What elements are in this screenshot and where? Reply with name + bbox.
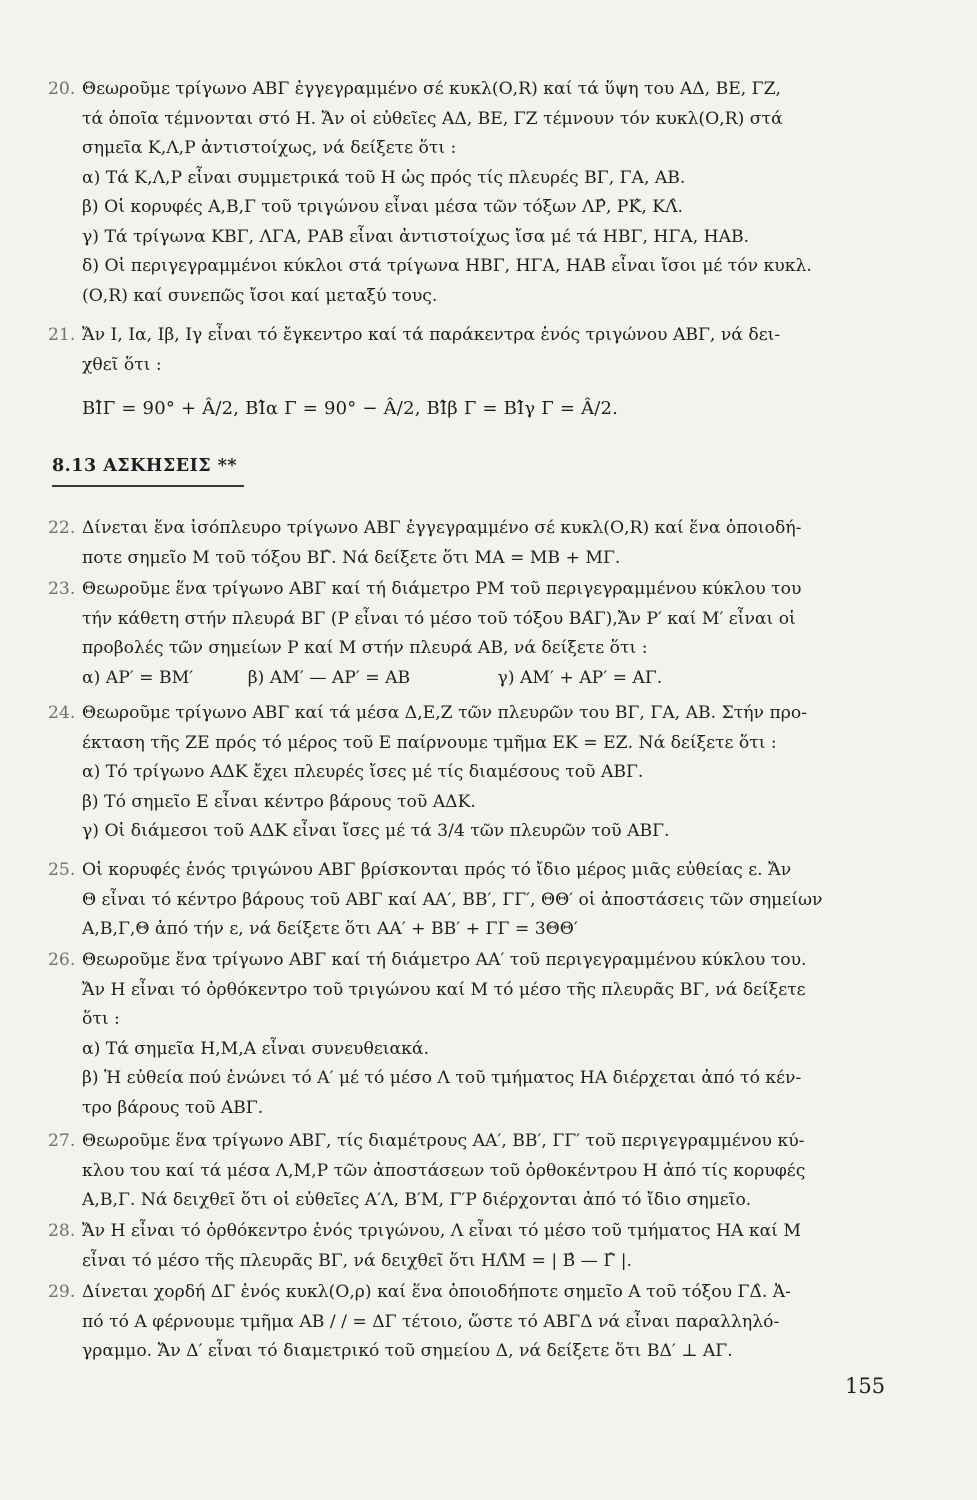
problem-line: προβολές τῶν σημείων Ρ καί Μ στήν πλευρά ΑΒ, νά δείξετε ὅτι : [82, 638, 648, 658]
problem-line: τήν κάθετη στήν πλευρά ΒΓ (Ρ εἶναι τό μέσο τοῦ τόξου ΒΑ̂Γ),Ἄν Ρ′ καί Μ′ εἶναι οἱ [82, 608, 796, 629]
problem-line: δ) Οἱ περιγεγραμμένοι κύκλοι στά τρίγωνα ΗΒΓ, ΗΓΑ, ΗΑΒ εἶναι ἴσοι μέ τόν κυκλ. [82, 256, 812, 276]
problem-number: 26. [48, 950, 76, 970]
problem-number: 20. [48, 79, 76, 99]
problem-line: Θ εἶναι τό κέντρο βάρους τοῦ ΑΒΓ καί ΑΑ′, ΒΒ′, ΓΓ′, ΘΘ′ οἱ ἀποστάσεις τῶν σημείων [82, 889, 823, 910]
problem-line: πό τό Α φέρνουμε τμῆμα ΑΒ / / = ΔΓ τέτοιο, ὥστε τό ΑΒΓΔ νά εἶναι παραλληλό- [82, 1311, 780, 1332]
problem-line: γ) Τά τρίγωνα ΚΒΓ, ΛΓΑ, ΡΑΒ εἶναι ἀντιστοίχως ἴσα μέ τά ΗΒΓ, ΗΓΑ, ΗΑΒ. [82, 226, 750, 247]
problem-line: (Ο,R) καί συνεπῶς ἴσοι καί μεταξύ τους. [82, 285, 438, 306]
problem-line: γ) Οἱ διάμεσοι τοῦ ΑΔΚ εἶναι ἴσες μέ τά 3/4 τῶν πλευρῶν τοῦ ΑΒΓ. [82, 821, 670, 841]
problem-line: Ἄν Η εἶναι τό ὀρθόκεντρο τοῦ τριγώνου καί Μ τό μέσο τῆς πλευρᾶς ΒΓ, νά δείξετε [82, 979, 806, 1000]
problem-number: 25. [48, 860, 76, 880]
problem-line: ὅτι : [82, 1009, 120, 1029]
problem-line: Θεωροῦμε ἕνα τρίγωνο ΑΒΓ καί τή διάμετρο ΑΑ′ τοῦ περιγεγραμμένου κύκλου του. [82, 950, 807, 970]
problem-line: Θεωροῦμε τρίγωνο ΑΒΓ καί τά μέσα Δ,Ε,Ζ τῶν πλευρῶν του ΒΓ, ΓΑ, ΑΒ. Στήν προ- [82, 703, 807, 723]
problem-23 [48, 575, 883, 693]
angle-formula: ΒΙ̂Γ = 90° + Â/2, ΒΙ̂α Γ = 90° − Â/2, ΒΙ̂β Γ = ΒΙ̂γ Γ = Â/2. [82, 398, 619, 419]
problem-24 [48, 699, 883, 847]
problem-line: α) ΑΡ′ = ΒΜ′ β) ΑΜ′ — ΑΡ′ = ΑΒ γ) ΑΜ′ + ΑΡ′ = ΑΓ. [82, 667, 663, 688]
problem-line: α) Τά Κ,Λ,Ρ εἶναι συμμετρικά τοῦ Η ὡς πρός τίς πλευρές ΒΓ, ΓΑ, ΑΒ. [82, 167, 686, 188]
problem-line: Οἱ κορυφές ἑνός τριγώνου ΑΒΓ βρίσκονται πρός τό ἴδιο μέρος μιᾶς εὐθείας ε. Ἄν [82, 860, 792, 880]
problem-line: τά ὁποῖα τέμνονται στό Η. Ἄν οἱ εὐθεῖες ΑΔ, ΒΕ, ΓΖ τέμνουν τόν κυκλ(Ο,R) στά [82, 108, 783, 129]
page-number: 155 [845, 1374, 886, 1398]
problem-line: β) Ἡ εὐθεία πού ἑνώνει τό Α′ μέ τό μέσο Λ τοῦ τμήματος ΗΑ διέρχεται ἀπό τό κέν- [82, 1068, 802, 1088]
problem-line: Θεωροῦμε τρίγωνο ΑΒΓ ἐγγεγραμμένο σέ κυκλ(Ο,R) καί τά ὕψη του ΑΔ, ΒΕ, ΓΖ, [82, 79, 782, 99]
problem-29 [48, 1278, 883, 1367]
problem-line: εἶναι τό μέσο τῆς πλευρᾶς ΒΓ, νά δειχθεῖ ὅτι ΗΛ̂Μ = | Β̂ — Γ̂ |. [82, 1250, 632, 1271]
problem-line: Ἄν Ι, Ια, Ιβ, Ιγ εἶναι τό ἔγκεντρο καί τά παράκεντρα ἑνός τριγώνου ΑΒΓ, νά δει- [82, 325, 781, 345]
problem-22 [48, 514, 883, 573]
problem-number: 27. [48, 1131, 76, 1151]
problem-line: έκταση τῆς ΖΕ πρός τό μέρος τοῦ Ε παίρνουμε τμῆμα ΕΚ = ΕΖ. Νά δείξετε ὅτι : [82, 732, 777, 753]
problem-line: Θεωροῦμε ἕνα τρίγωνο ΑΒΓ καί τή διάμετρο ΡΜ τοῦ περιγεγραμμένου κύκλου του [82, 579, 802, 599]
problem-line: Δίνεται ἕνα ἰσόπλευρο τρίγωνο ΑΒΓ ἐγγεγραμμένο σέ κυκλ(Ο,R) καί ἕνα ὁποιοδή- [82, 518, 802, 538]
problem-line: χθεῖ ὅτι : [82, 354, 162, 375]
heading-underline [52, 485, 244, 487]
problem-25 [48, 856, 883, 945]
problem-line: κλου του καί τά μέσα Λ,Μ,Ρ τῶν ἀποστάσεων τοῦ ὀρθοκέντρου Η ἀπό τίς κορυφές [82, 1160, 806, 1181]
problem-line: γραμμο. Ἄν Δ′ εἶναι τό διαμετρικό τοῦ σημείου Δ, νά δείξετε ὅτι ΒΔ′ ⊥ ΑΓ. [82, 1341, 733, 1361]
problem-28 [48, 1217, 883, 1276]
problem-line: Α,Β,Γ,Θ ἀπό τήν ε, νά δείξετε ὅτι ΑΑ′ + ΒΒ′ + ΓΓ = 3ΘΘ′ [82, 919, 578, 939]
problem-line: Δίνεται χορδή ΔΓ ἑνός κυκλ(Ο,ρ) καί ἕνα ὁποιοδήποτε σημεῖο Α τοῦ τόξου ΓΔ̂. Ἀ- [82, 1282, 791, 1302]
problem-line: α) Τό τρίγωνο ΑΔΚ ἔχει πλευρές ἴσες μέ τίς διαμέσους τοῦ ΑΒΓ. [82, 762, 644, 782]
problem-line: Θεωροῦμε ἕνα τρίγωνο ΑΒΓ, τίς διαμέτρους ΑΑ′, ΒΒ′, ΓΓ′ τοῦ περιγεγραμμένου κύ- [82, 1131, 805, 1151]
problem-line: Ἄν Η εἶναι τό ὀρθόκεντρο ἑνός τριγώνου, Λ εἶναι τό μέσο τοῦ τμήματος ΗΑ καί Μ [82, 1221, 801, 1241]
problem-21 [48, 321, 883, 424]
problem-26 [48, 946, 883, 1123]
problem-number: 29. [48, 1282, 76, 1302]
problem-number: 24. [48, 703, 76, 723]
problem-line: ποτε σημεῖο Μ τοῦ τόξου ΒΓ̂. Νά δείξετε ὅτι ΜΑ = ΜΒ + ΜΓ. [82, 547, 621, 568]
problem-number: 22. [48, 518, 76, 538]
problem-number: 23. [48, 579, 76, 599]
section-heading: 8.13 ΑΣΚΗΣΕΙΣ ** [52, 456, 238, 476]
problem-line: β) Οἱ κορυφές Α,Β,Γ τοῦ τριγώνου εἶναι μέσα τῶν τόξων ΛΡ̂, ΡΚ̂, ΚΛ̂. [82, 197, 683, 217]
problem-line: β) Τό σημεῖο Ε εἶναι κέντρο βάρους τοῦ ΑΔΚ. [82, 791, 476, 812]
problem-number: 28. [48, 1221, 76, 1241]
problem-line: α) Τά σημεῖα Η,Μ,Α εἶναι συνευθειακά. [82, 1038, 429, 1059]
problem-number: 21. [48, 325, 76, 345]
problem-20 [48, 75, 883, 311]
problem-line: τρο βάρους τοῦ ΑΒΓ. [82, 1097, 264, 1118]
problem-line: σημεῖα Κ,Λ,Ρ ἀντιστοίχως, νά δείξετε ὅτι : [82, 138, 457, 158]
problem-line: Α,Β,Γ. Νά δειχθεῖ ὅτι οἱ εὐθεῖες Α′Λ, Β′Μ, Γ′Ρ διέρχονται ἀπό τό ἴδιο σημεῖο. [82, 1190, 752, 1210]
problem-27 [48, 1127, 883, 1216]
